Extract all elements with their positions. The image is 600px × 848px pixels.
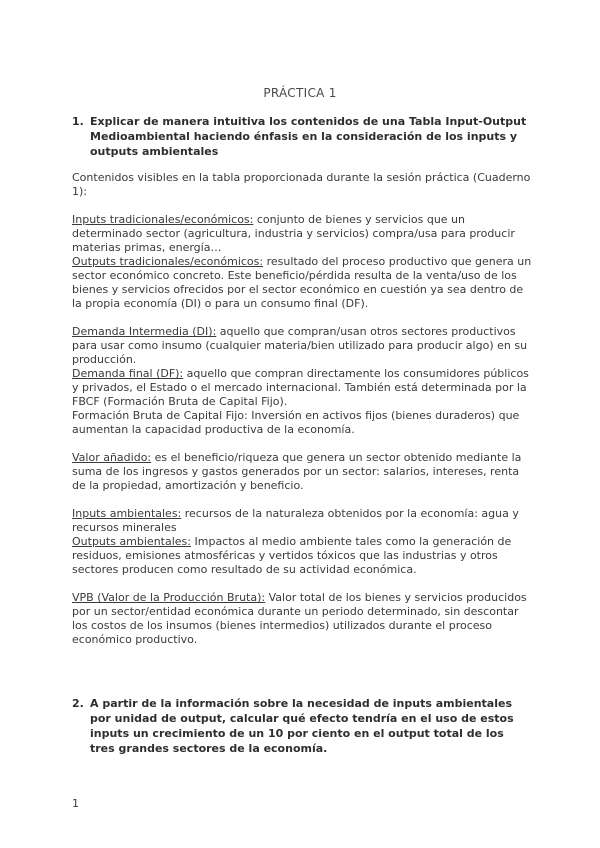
entry-demanda-final — [72, 367, 534, 409]
term-outputs-tradicionales: Outputs tradicionales/económicos: — [72, 255, 264, 268]
definition-inputs-ambientales: recursos de la naturaleza obtenidos por la economía: agua y recursos minerales — [72, 507, 519, 534]
entry-inputs-ambientales — [72, 507, 534, 535]
entry-vpb — [72, 591, 534, 647]
term-valor-anadido: Valor añadido: — [72, 451, 152, 464]
term-vpb: VPB (Valor de la Producción Bruta): — [72, 591, 266, 604]
entry-fbcf: Formación Bruta de Capital Fijo: Inversión en activos fijos (bienes duraderos) que aumentan la capacidad productiva de la economía. — [72, 409, 520, 436]
definition-demanda-intermedia: aquello que compran/usan otros sectores productivos para usar como insumo (cualquier materia/bien utilizado para producir algo) en su producción. — [72, 325, 528, 366]
question-1-text: Explicar de manera intuitiva los contenidos de una Tabla Input-Output Medioambiental haciendo énfasis en la consideración de los inputs y outputs ambientales — [90, 115, 527, 158]
term-outputs-ambientales: Outputs ambientales: — [72, 535, 191, 548]
term-inputs-ambientales: Inputs ambientales: — [72, 507, 182, 520]
page-title: PRÁCTICA 1 — [263, 86, 337, 100]
entry-outputs-tradicionales — [72, 255, 534, 311]
definition-inputs-tradicionales: conjunto de bienes y servicios que un determinado sector (agricultura, industria y servicios) compra/usa para producir materias primas, energía… — [72, 213, 515, 254]
question-2-text: A partir de la información sobre la necesidad de inputs ambientales por unidad de output, calcular qué efecto tendría en el uso de estos inputs un crecimiento de un 10 por ciento en el output total de los tres grandes sectores de la economía. — [90, 697, 514, 755]
definition-outputs-tradicionales: resultado del proceso productivo que genera un sector económico concreto. Este beneficio/pérdida resulta de la venta/uso de los bienes y servicios ofrecidos por el sector económico en cuestión ya sea dentro de la propia economía (DI) o para un consumo final (DF). — [72, 255, 532, 310]
term-demanda-final: Demanda final (DF): — [72, 367, 184, 380]
question-1 — [72, 114, 530, 159]
definition-demanda-final: aquello que compran directamente los consumidores públicos y privados, el Estado o el mercado internacional. También está determinada por la FBCF (Formación Bruta de Capital Fijo). — [72, 367, 529, 408]
definition-valor-anadido: es el beneficio/riqueza que genera un sector obtenido mediante la suma de los ingresos y gastos generados por un sector: salarios, intereses, renta de la propiedad, amortización y beneficio. — [72, 451, 522, 492]
entry-inputs-tradicionales — [72, 213, 534, 255]
entry-outputs-ambientales — [72, 535, 534, 577]
entry-valor-anadido — [72, 451, 534, 493]
intro-paragraph: Contenidos visibles en la tabla proporcionada durante la sesión práctica (Cuaderno 1): — [72, 171, 531, 198]
definition-vpb: Valor total de los bienes y servicios producidos por un sector/entidad económica durante un periodo determinado, sin descontar los costos de los insumos (bienes intermedios) utilizados durante el proceso económico productivo. — [72, 591, 527, 646]
page-number: 1 — [72, 797, 79, 810]
question-2-number: 2. — [72, 697, 84, 710]
question-2 — [72, 696, 530, 756]
entry-demanda-intermedia — [72, 325, 534, 367]
term-demanda-intermedia: Demanda Intermedia (DI): — [72, 325, 217, 338]
question-1-number: 1. — [72, 115, 84, 128]
document-body — [72, 171, 534, 647]
definition-outputs-ambientales: Impactos al medio ambiente tales como la generación de residuos, emisiones atmosféricas y vertidos tóxicos que las industrias y otros sectores producen como resultado de su actividad económica. — [72, 535, 512, 576]
term-inputs-tradicionales: Inputs tradicionales/económicos: — [72, 213, 254, 226]
